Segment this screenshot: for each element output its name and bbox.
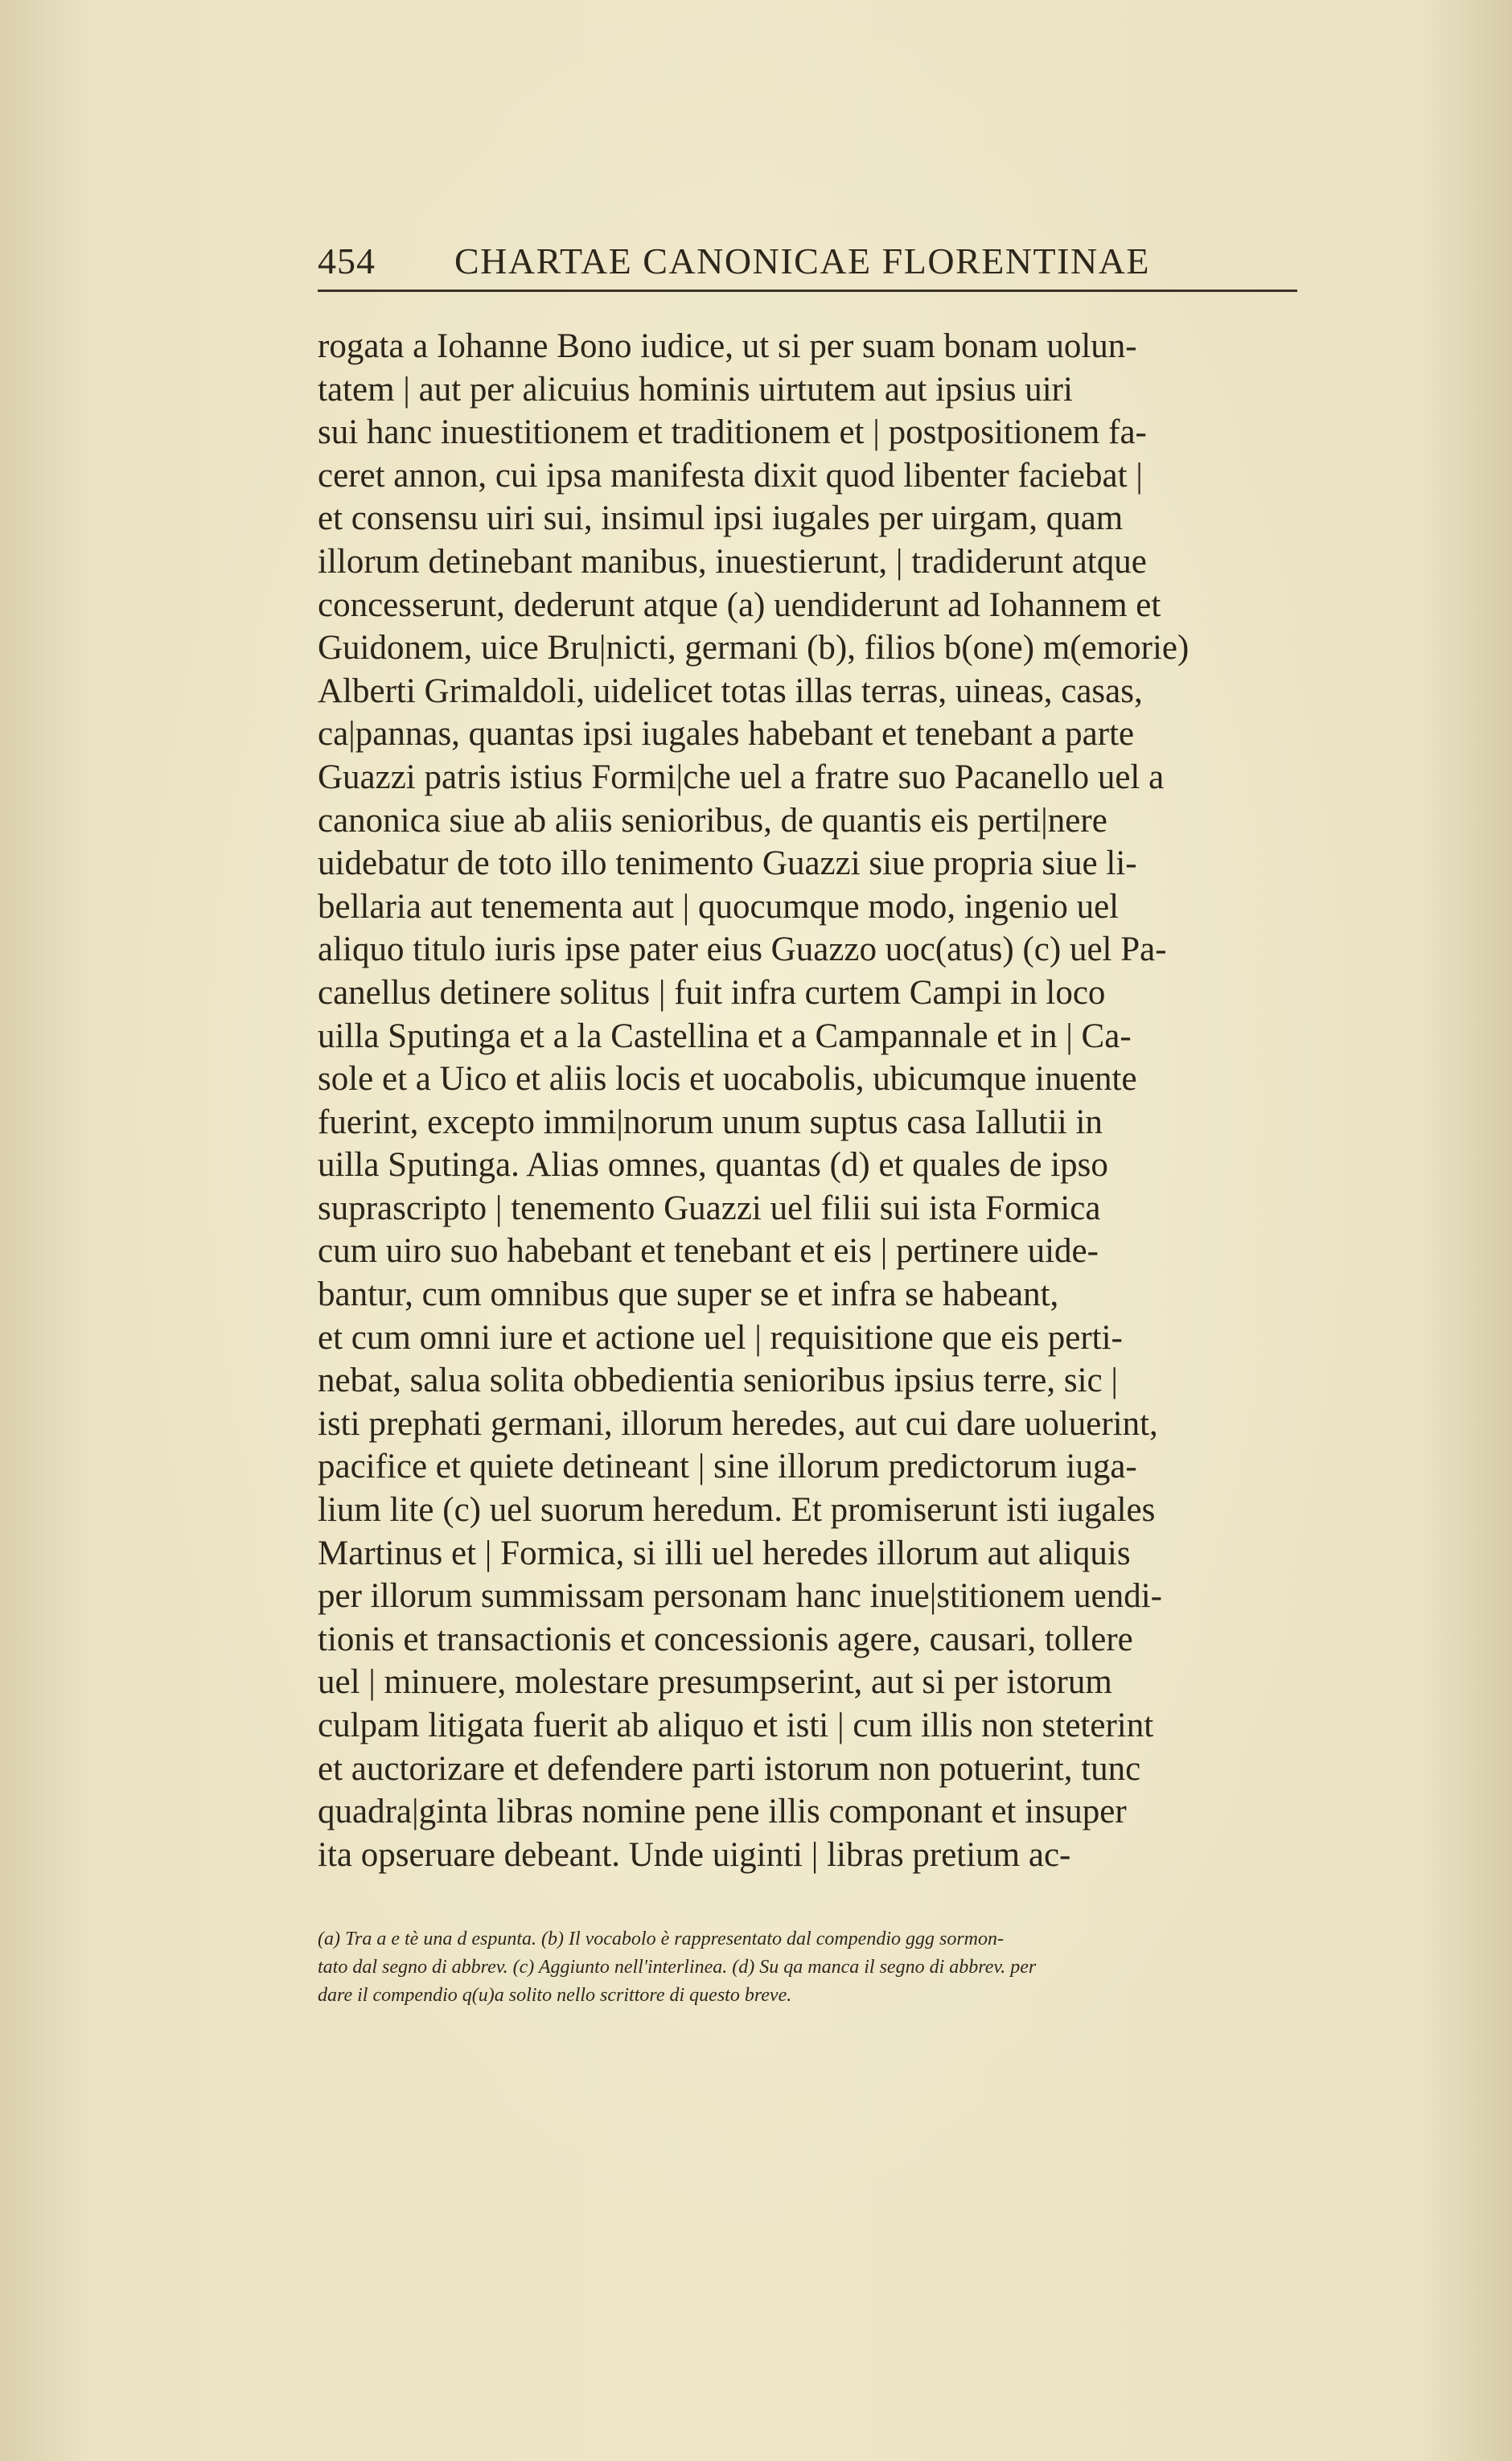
text-line: cum uiro suo habebant et tenebant et eis | pertinere uide- [318,1232,1099,1271]
text-line: concesserunt, dederunt atque (a) uendiderunt ad Iohannem et [318,585,1161,624]
text-line: ceret annon, cui ipsa manifesta dixit quod libenter faciebat | [318,456,1143,495]
text-line: bellaria aut tenementa aut | quocumque modo, ingenio uel [318,887,1120,926]
text-line: quadra|ginta libras nomine pene illis componant et insuper [318,1793,1127,1831]
text-line: illorum detinebant manibus, inuestierunt, | tradiderunt atque [318,542,1147,581]
text-line: canonica siue ab aliis senioribus, de quantis eis perti|nere [318,801,1107,840]
text-line: Guidonem, uice Bru|nicti, germani (b), filios b(one) m(emorie) [318,629,1189,668]
text-line: rogata a Iohanne Bono iudice, ut si per suam bonam uolun- [318,327,1137,365]
text-line: per illorum summissam personam hanc inue|stitionem uendi- [318,1577,1162,1616]
text-line: tatem | aut per alicuius hominis uirtutem aut ipsius uiri [318,370,1073,409]
text-line: lium lite (c) uel suorum heredum. Et promiserunt isti iugales [318,1491,1156,1530]
text-line: ita opseruare debeant. Unde uiginti | libras pretium ac- [318,1835,1071,1874]
text-line: ca|pannas, quantas ipsi iugales habebant et tenebant a parte [318,715,1135,754]
text-line: uilla Sputinga. Alias omnes, quantas (d) et quales de ipso [318,1146,1108,1185]
footnotes [318,1925,1315,2010]
text-line: uidebatur de toto illo tenimento Guazzi siue propria siue li- [318,844,1137,883]
text-line: isti prephati germani, illorum heredes, aut cui dare uoluerint, [318,1404,1158,1443]
text-line: Martinus et | Formica, si illi uel heredes illorum aut aliquis [318,1534,1131,1572]
text-line: et cum omni iure et actione uel | requisitione que eis perti- [318,1318,1123,1357]
text-line: et auctorizare et defendere parti istorum non potuerint, tunc [318,1749,1141,1788]
text-line: tionis et transactionis et concessionis agere, causari, tollere [318,1620,1133,1658]
text-line: aliquo titulo iuris ipse pater eius Guazzo uoc(atus) (c) uel Pa- [318,931,1167,969]
text-line: pacifice et quiete detineant | sine illorum predictorum iuga- [318,1448,1137,1486]
running-title: CHARTAE CANONICAE FLORENTINAE [454,240,1151,281]
text-line: Guazzi patris istius Formi|che uel a fratre suo Pacanello uel a [318,758,1165,796]
body-text [318,325,1315,1876]
footnote-line: (a) Tra a e tè una d espunta. (b) Il vocabolo è rappresentato dal compendio ggg sormon- [318,1929,1004,1949]
header-rule [318,290,1297,292]
text-line: suprascripto | tenemento Guazzi uel filii sui ista Formica [318,1189,1101,1227]
text-line: Alberti Grimaldoli, uidelicet totas illas terras, uineas, casas, [318,672,1143,710]
text-line: uilla Sputinga et a la Castellina et a Campannale et in | Ca- [318,1017,1132,1055]
footnote-line: dare il compendio q(u)a solito nello scrittore di questo breve. [318,1985,792,2006]
text-line: uel | minuere, molestare presumpserint, aut si per istorum [318,1663,1112,1702]
text-line: fuerint, excepto immi|norum unum suptus casa Iallutii in [318,1103,1103,1141]
text-line: nebat, salua solita obbedientia senioribus ipsius terre, sic | [318,1362,1118,1400]
page-number: 454 [318,240,376,281]
page-header [318,235,1297,291]
text-line: sui hanc inuestitionem et traditionem et | postpositionem fa- [318,413,1147,452]
text-line: et consensu uiri sui, insimul ipsi iugales per uirgam, quam [318,499,1124,538]
footnote-line: tato dal segno di abbrev. (c) Aggiunto nell'interlinea. (d) Su qa manca il segno di abbrev. per [318,1957,1037,1978]
text-line: culpam litigata fuerit ab aliquo et isti | cum illis non steterint [318,1707,1154,1744]
text-line: bantur, cum omnibus que super se et infra se habeant, [318,1276,1059,1314]
text-line: sole et a Uico et aliis locis et uocabolis, ubicumque inuente [318,1060,1137,1099]
text-line: canellus detinere solitus | fuit infra curtem Campi in loco [318,973,1106,1012]
